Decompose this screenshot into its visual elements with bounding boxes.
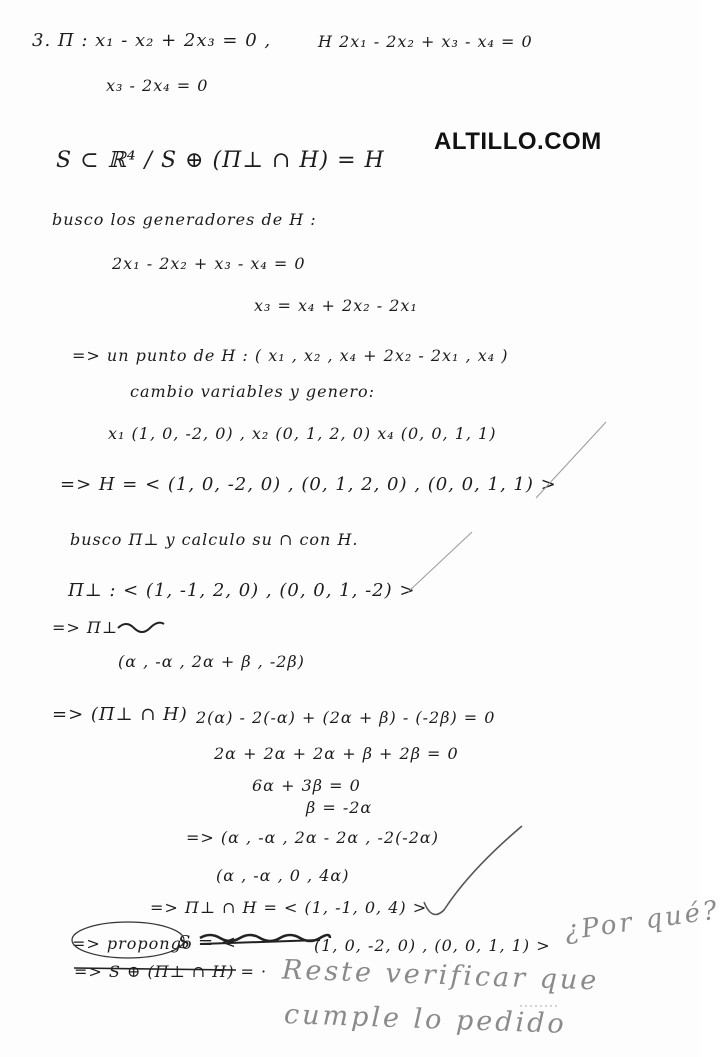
line-perp-vector: (α , -α , 2α + β , -2β) [118,652,305,671]
line-beta-result: β = -2α [306,798,373,817]
line-generators: x₁ (1, 0, -2, 0) , x₂ (0, 1, 2, 0) x₄ (0, 0, 1, 1) [108,424,497,443]
line-substitution: 2(α) - 2(-α) + (2α + β) - (-2β) = 0 [196,708,496,727]
line-point-of-h: => un punto de H : ( x₁ , x₂ , x₄ + 2x₂ - 2x₁ , x₄ ) [72,346,509,365]
line-find-generators: busco los generadores de H : [52,210,317,229]
line-change-variables: cambio variables y genero: [130,382,376,401]
line-perp-span: Π⊥ : < (1, -1, 2, 0) , (0, 0, 1, -2) > [68,580,416,601]
watermark: ALTILLO.COM [434,128,602,155]
line-solve-x3: x₃ = x₄ + 2x₂ - 2x₁ [254,296,418,315]
line-intersection-label: => (Π⊥ ∩ H) [52,704,188,725]
grader-note-line2: cumple lo pedido [283,999,568,1040]
line-substituted-vector: => (α , -α , 2α - 2α , -2(-2α) [186,828,439,847]
line-simplified-vector: (α , -α , 0 , 4α) [216,866,350,885]
line-h-span: => H = < (1, 0, -2, 0) , (0, 1, 2, 0) , (0, 0, 1, 1) > [60,474,557,495]
line-simplified: 6α + 3β = 0 [252,776,361,795]
grader-question: ¿Por qué? [562,895,722,947]
line-goal: S ⊂ ℝ⁴ / S ⊕ (Π⊥ ∩ H) = H [56,148,385,173]
line-h-equation: H 2x₁ - 2x₂ + x₃ - x₄ = 0 [318,32,533,51]
scribble-perp [118,623,164,632]
line-s-open: S = < [178,932,237,953]
line-propose: => propongo [72,934,193,953]
line-perp-generic: => Π⊥ [52,618,118,637]
line-problem-statement: 3. Π : x₁ - x₂ + 2x₃ = 0 , [32,30,272,51]
line-h-equation-2: 2x₁ - 2x₂ + x₃ - x₄ = 0 [112,254,306,273]
line-find-perp: busco Π⊥ y calculo su ∩ con H. [70,530,359,549]
grader-tick-2 [408,532,472,592]
grader-note-line1: Reste verificar que [281,954,600,997]
line-s-generators: (1, 0, -2, 0) , (0, 0, 1, 1) > [314,936,551,955]
line-second-equation: x₃ - 2x₄ = 0 [106,76,209,95]
line-expanded: 2α + 2α + 2α + β + 2β = 0 [214,744,459,763]
line-intersection-result: => Π⊥ ∩ H = < (1, -1, 0, 4) > [150,898,428,917]
line-crossed-check: => S ⊕ (Π⊥ ∩ H) = · [74,962,268,981]
